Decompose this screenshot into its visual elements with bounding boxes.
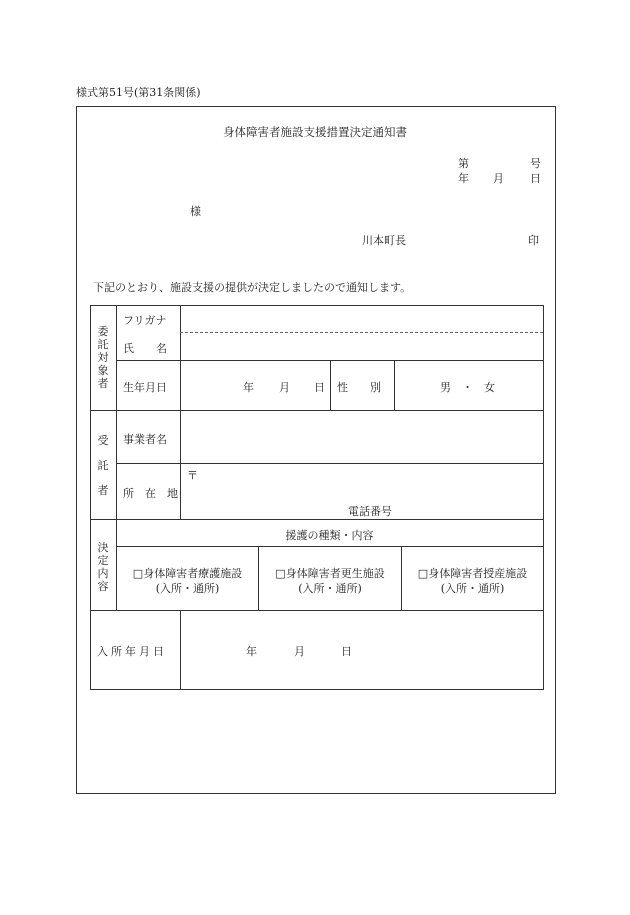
phone-label: 電話番号 xyxy=(348,505,392,518)
facility-3-name: □身体障害者授産施設 xyxy=(417,567,528,580)
facility-1-name: □身体障害者療護施設 xyxy=(132,567,243,580)
gender-right-line xyxy=(394,360,395,410)
section-contractor: 受託者 xyxy=(97,434,109,497)
intro-text: 下記のとおり、施設支援の提供が決定しましたので通知します。 xyxy=(93,281,412,294)
number-prefix: 第 xyxy=(458,157,469,170)
facility-2-mode: (入所・通所) xyxy=(298,582,362,595)
date-year: 年 xyxy=(458,172,469,185)
contractor-bottom-line xyxy=(90,519,543,520)
name-label: 氏 名 xyxy=(123,342,167,355)
number-suffix: 号 xyxy=(530,157,541,170)
seal-mark: 印 xyxy=(528,234,539,247)
facility-1-mode: (入所・通所) xyxy=(155,582,220,595)
label-divider xyxy=(180,305,181,519)
admission-year: 年 xyxy=(246,645,257,658)
table-top-border xyxy=(90,305,544,306)
consignee-bottom-line xyxy=(90,410,543,411)
date-day: 日 xyxy=(530,172,541,185)
admission-divider xyxy=(180,610,181,690)
issuer: 川本町長 xyxy=(362,234,406,247)
facility-2-name: □身体障害者更生施設 xyxy=(275,567,385,580)
document-title: 身体障害者施設支援措置決定通知書 xyxy=(223,125,407,139)
decision-bottom-line xyxy=(90,610,543,611)
facility-3-mode: (入所・通所) xyxy=(440,582,505,595)
support-type-bottom-line xyxy=(116,546,543,547)
admission-date-label: 入所年月日 xyxy=(97,645,167,658)
business-name-label: 事業者名 xyxy=(123,433,167,446)
admission-month: 月 xyxy=(294,645,305,658)
postal-mark: 〒 xyxy=(187,469,198,482)
birth-year: 年 xyxy=(243,381,254,394)
support-type-label: 援護の種類・内容 xyxy=(285,529,374,542)
birth-day: 日 xyxy=(314,381,325,394)
addressee-suffix: 様 xyxy=(190,205,201,218)
gender-left-line xyxy=(330,360,331,410)
section-decision: 決定内容 xyxy=(97,541,109,593)
table-left-border xyxy=(90,305,91,690)
birth-month: 月 xyxy=(279,381,290,394)
admission-day: 日 xyxy=(341,645,352,658)
gender-value: 男 ・ 女 xyxy=(440,381,495,394)
date-month: 月 xyxy=(493,172,504,185)
section-consignee: 委託対象者 xyxy=(97,325,109,390)
table-bottom-border xyxy=(90,689,544,690)
address-label: 所 在 地 xyxy=(123,487,178,500)
form-frame xyxy=(76,106,556,794)
furigana-dash-line xyxy=(180,332,543,333)
table-right-border xyxy=(543,305,544,690)
form-number: 様式第51号(第31条関係) xyxy=(76,86,201,99)
business-bottom-line xyxy=(116,463,543,464)
furigana-label: フリガナ xyxy=(123,314,167,327)
gender-label: 性 別 xyxy=(337,381,381,394)
birthdate-label: 生年月日 xyxy=(123,381,167,394)
